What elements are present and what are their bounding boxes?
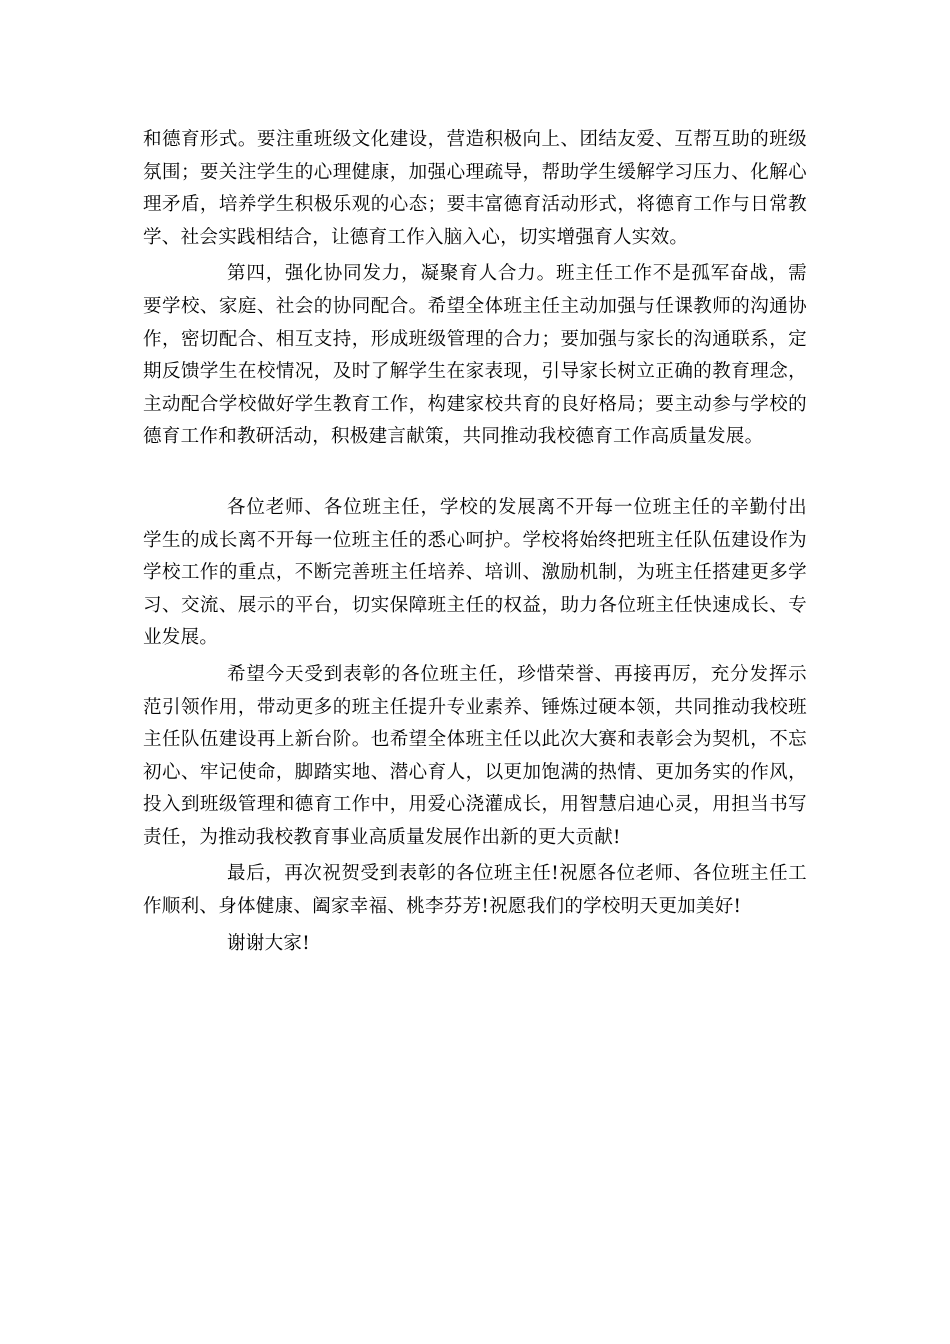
paragraph-thanks: 谢谢大家! bbox=[227, 932, 310, 954]
document-page bbox=[143, 124, 807, 960]
paragraph-school-commitment: 各位老师、各位班主任，学校的发展离不开每一位班主任的辛勤付出学生的成长离不开每一位班主任的悉心呵护。学校将始终把班主任队伍建设作为学校工作的重点，不断完善班主任培养、培训、激励机制，为班主任搭建更多学习、交流、展示的平台，切实保障班主任的权益，助力各位班主任快速成长、专业发展。 bbox=[143, 496, 807, 649]
paragraph-fourth-point: 第四，强化协同发力，凝聚育人合力。班主任工作不是孤军奋战，需要学校、家庭、社会的协同配合。希望全体班主任主动加强与任课教师的沟通协作，密切配合、相互支持，形成班级管理的合力；要加强与家长的沟通联系，定期反馈学生在校情况，及时了解学生在家表现，引导家长树立正确的教育理念，主动配合学校做好学生教育工作，构建家校共育的良好格局；要主动参与学校的德育工作和教研活动，积极建言献策，共同推动我校德育工作高质量发展。 bbox=[143, 263, 807, 448]
paragraph-moral-education-continued: 和德育形式。要注重班级文化建设，营造积极向上、团结友爱、互帮互助的班级氛围；要关注学生的心理健康，加强心理疏导，帮助学生缓解学习压力、化解心理矛盾，培养学生积极乐观的心态；要丰富德育活动形式，将德育工作与日常教学、社会实践相结合，让德育工作入脑入心，切实增强育人实效。 bbox=[143, 129, 807, 248]
paragraph-closing-wishes: 最后，再次祝贺受到表彰的各位班主任!祝愿各位老师、各位班主任工作顺利、身体健康、阖家幸福、桃李芬芳!祝愿我们的学校明天更加美好! bbox=[143, 863, 807, 918]
paragraph-hopes: 希望今天受到表彰的各位班主任，珍惜荣誉、再接再厉，充分发挥示范引领作用，带动更多的班主任提升专业素养、锤炼过硬本领，共同推动我校班主任队伍建设再上新台阶。也希望全体班主任以此次大赛和表彰会为契机，不忘初心、牢记使命，脚踏实地、潜心育人，以更加饱满的热情、更加务实的作风，投入到班级管理和德育工作中，用爱心浇灌成长，用智慧启迪心灵，用担当书写责任，为推动我校教育事业高质量发展作出新的更大贡献! bbox=[143, 663, 807, 848]
